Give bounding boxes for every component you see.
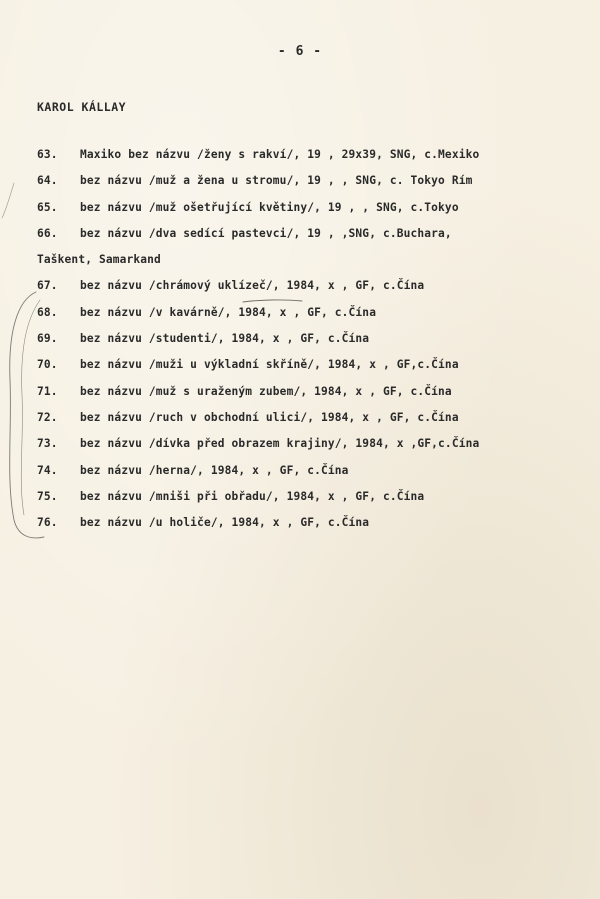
catalog-entry xyxy=(37,385,600,411)
entry-text: bez názvu /muž a žena u stromu/, 19 , , SNG, c. Tokyo Rím xyxy=(80,174,473,188)
entry-text: bez názvu /dva sedící pastevci/, 19 , ,SNG, c.Buchara, xyxy=(80,226,452,240)
catalog-entry xyxy=(37,227,600,253)
entry-text: bez názvu /muž s uraženým zubem/, 1984, x , GF, c.Čína xyxy=(80,384,452,398)
entry-number: 74. xyxy=(37,463,58,477)
entry-text: bez názvu /ruch v obchodní ulici/, 1984, x , GF, c.Čína xyxy=(80,410,459,424)
entry-text: bez názvu /muž ošetřující květiny/, 19 , , SNG, c.Tokyo xyxy=(80,200,459,214)
catalog-entry xyxy=(37,306,600,332)
entry-number: 69. xyxy=(37,332,58,346)
entry-number: 64. xyxy=(37,174,58,188)
entry-text: bez názvu /mniši při obřadu/, 1984, x , GF, c.Čína xyxy=(80,489,425,503)
entry-number: 76. xyxy=(37,516,58,530)
catalog-entry xyxy=(37,490,600,516)
entry-number: 65. xyxy=(37,200,58,214)
entry-text: bez názvu /herna/, 1984, x , GF, c.Čína xyxy=(80,463,349,477)
author-heading: KAROL KÁLLAY xyxy=(37,100,127,114)
entry-text: bez názvu /dívka před obrazem krajiny/, 1984, x ,GF,c.Čína xyxy=(80,437,480,451)
entry-number: 63. xyxy=(37,148,58,161)
entry-number: 71. xyxy=(37,384,58,398)
catalog-entry xyxy=(37,148,600,174)
catalog-entry xyxy=(37,279,600,305)
entry-text: bez názvu /muži u výkladní skříně/, 1984, x , GF,c.Čína xyxy=(80,358,459,372)
entry-text: bez názvu /chrámový uklízeč/, 1984, x , GF, c.Čína xyxy=(80,279,425,293)
entry-number: 68. xyxy=(37,305,58,319)
entry-number: 73. xyxy=(37,437,58,451)
catalog-entry-continuation xyxy=(37,253,600,279)
entry-text: bez názvu /studenti/, 1984, x , GF, c.Čína xyxy=(80,332,370,346)
catalog-entry xyxy=(37,437,600,463)
catalog-entry xyxy=(37,332,600,358)
catalog-entry xyxy=(37,411,600,437)
catalog-entry xyxy=(37,358,600,384)
entry-text: bez názvu /v kavárně/, 1984, x , GF, c.Čína xyxy=(80,305,377,319)
entry-number: 67. xyxy=(37,279,58,293)
entry-number: 66. xyxy=(37,226,58,240)
entry-text: Taškent, Samarkand xyxy=(37,253,161,267)
entry-number: 70. xyxy=(37,358,58,372)
catalog-entry xyxy=(37,464,600,490)
entry-number: 75. xyxy=(37,489,58,503)
catalog-entry xyxy=(37,174,600,200)
page-number: - 6 - xyxy=(277,44,323,59)
entry-text: Maxiko bez názvu /ženy s rakví/, 19 , 29x39, SNG, c.Mexiko xyxy=(80,148,480,161)
catalog-entry xyxy=(37,201,600,227)
entry-number: 72. xyxy=(37,410,58,424)
entry-text: bez názvu /u holiče/, 1984, x , GF, c.Čína xyxy=(80,516,370,530)
catalog-entry xyxy=(37,516,600,542)
catalog-entries xyxy=(37,148,600,542)
